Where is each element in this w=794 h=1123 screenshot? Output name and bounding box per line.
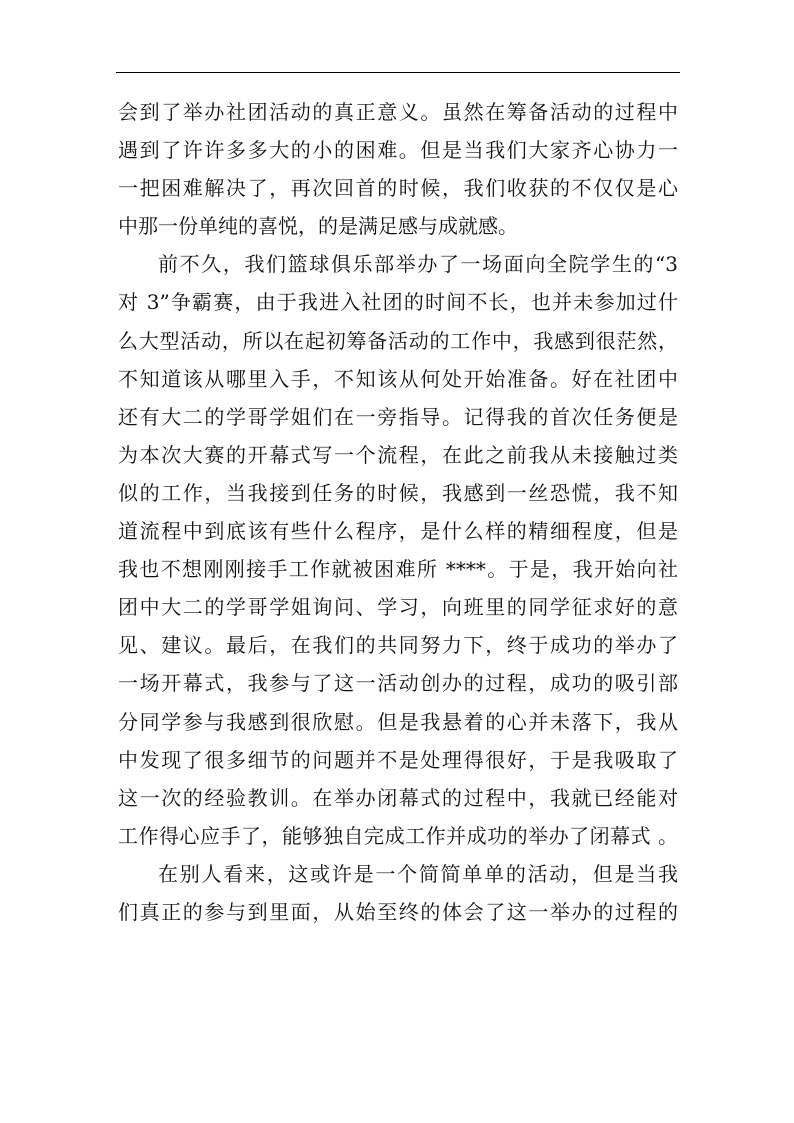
text-line: 一把困难解决了，再次回首的时候，我们收获的不仅仅是心 [118,176,678,201]
text-line: 对 3”争霸赛，由于我进入社团的时间不长，也并未参加过什 [118,290,678,315]
text-line: 工作得心应手了，能够独自完成工作并成功的举办了闭幕式 。 [118,823,678,848]
text-line: 中那一份单纯的喜悦，的是满足感与成就感。 [118,214,518,239]
text-line: 在别人看来，这或许是一个简简单单的活动，但是当我 [158,861,678,886]
text-line: 不知道该从哪里入手，不知该从何处开始准备。好在社团中 [118,366,678,391]
text-line: 道流程中到底该有些什么程序，是什么样的精细程度，但是 [118,519,678,544]
text-line: 遇到了许许多多大的小的困难。但是当我们大家齐心协力一 [118,138,678,163]
text-line: 见、建议。最后，在我们的共同努力下，终于成功的举办了 [118,633,678,658]
text-line: 团中大二的学哥学姐询问、学习，向班里的同学征求好的意 [118,595,678,620]
text-line: 还有大二的学哥学姐们在一旁指导。记得我的首次任务便是 [118,404,678,429]
text-line: 似的工作，当我接到任务的时候，我感到一丝恐慌，我不知 [118,480,678,505]
text-line: 一场开幕式，我参与了这一活动创办的过程，成功的吸引部 [118,671,678,696]
text-line: 为本次大赛的开幕式写一个流程，在此之前我从未接触过类 [118,442,678,467]
text-line: 中发现了很多细节的问题并不是处理得很好，于是我吸取了 [118,747,678,772]
text-line: 这一次的经验教训。在举办闭幕式的过程中，我就已经能对 [118,785,678,810]
text-line: 会到了举办社团活动的真正意义。虽然在筹备活动的过程中 [118,100,678,124]
text-line: 前不久，我们篮球俱乐部举办了一场面向全院学生的“3 [158,252,678,277]
text-line: 分同学参与我感到很欣慰。但是我悬着的心并未落下，我从 [118,709,678,734]
text-line: 们真正的参与到里面，从始至终的体会了这一举办的过程的 [118,899,678,924]
text-line: 我也不想刚刚接手工作就被困难所 ****。于是，我开始向社 [118,557,678,582]
header-rule [116,72,680,73]
body-text [118,93,678,931]
text-line: 么大型活动，所以在起初筹备活动的工作中，我感到很茫然， [118,328,678,353]
